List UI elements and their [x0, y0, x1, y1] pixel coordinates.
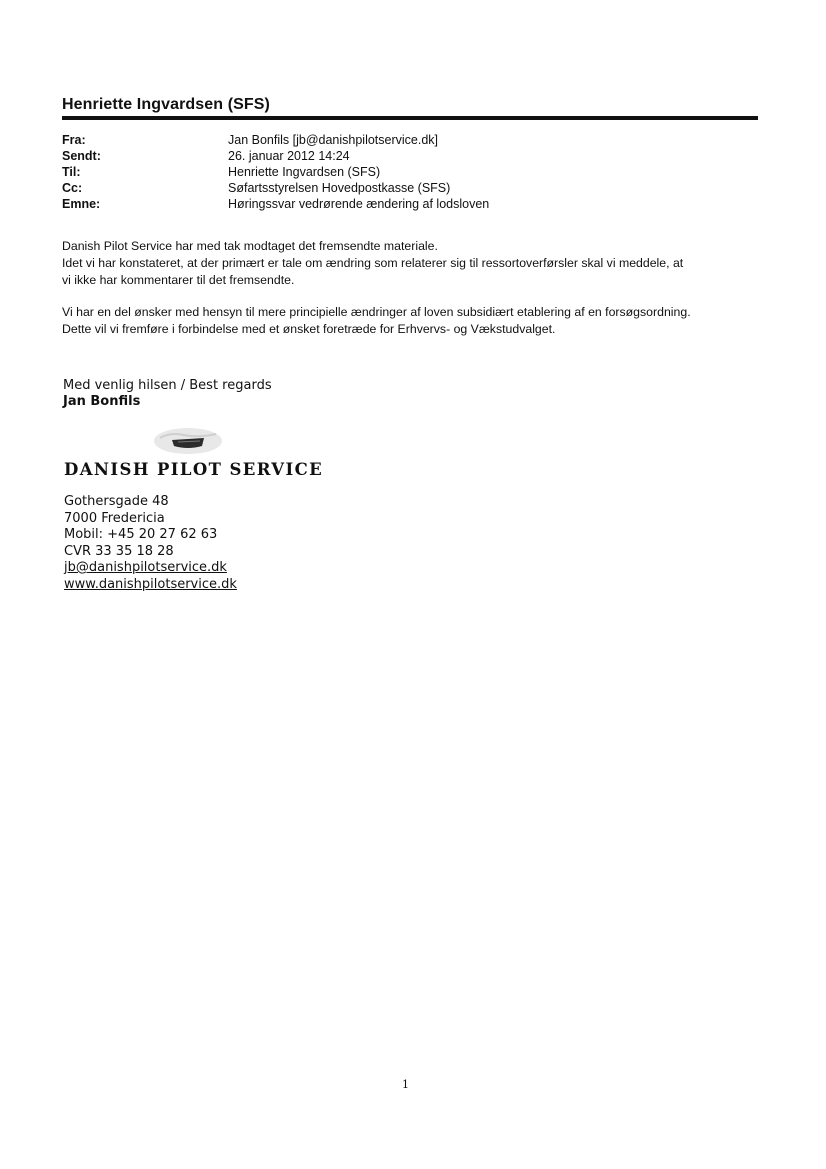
header-label: Emne:: [62, 197, 101, 211]
header-value: Jan Bonfils [jb@danishpilotservice.dk]: [228, 133, 439, 147]
header-label: Fra:: [62, 133, 86, 147]
header-row-subject: [62, 196, 489, 212]
page-number: 1: [402, 1078, 409, 1091]
company-logo-icon: [150, 424, 226, 458]
body-line: vi ikke har kommentarer til det fremsendte.: [62, 273, 295, 287]
header-value: Høringssvar vedrørende ændering af lodsloven: [228, 197, 490, 211]
body-paragraph-2: [62, 304, 762, 338]
website-link[interactable]: www.danishpilotservice.dk: [64, 576, 237, 592]
address-street: Gothersgade 48: [64, 494, 169, 509]
header-label: Cc:: [62, 181, 83, 195]
header-row-cc: [62, 180, 489, 196]
mobile-number: Mobil: +45 20 27 62 63: [64, 527, 218, 542]
address-city: 7000 Fredericia: [64, 510, 165, 526]
cvr-number: CVR 33 35 18 28: [64, 543, 174, 559]
header-value: Henriette Ingvardsen (SFS): [228, 165, 381, 179]
email-link[interactable]: jb@danishpilotservice.dk: [64, 560, 227, 575]
header-value: 26. januar 2012 14:24: [228, 149, 350, 163]
body-line: Vi har en del ønsker med hensyn til mere principielle ændringer af loven subsidiært etablering af en forsøgsordning.: [62, 305, 691, 319]
email-body: [62, 238, 762, 353]
body-line: Dette vil vi fremføre i forbindelse med et ønsket foretræde for Erhvervs- og Vækstudvalget.: [62, 322, 556, 336]
email-title: Henriette Ingvardsen (SFS): [62, 96, 270, 113]
sender-name: Jan Bonfils: [63, 394, 141, 409]
body-paragraph-1: [62, 238, 762, 289]
company-name: DANISH PILOT SERVICE: [64, 460, 324, 479]
header-label: Til:: [62, 165, 81, 179]
email-headers: [62, 132, 489, 212]
signoff: [63, 378, 272, 410]
header-label: Sendt:: [62, 149, 101, 163]
greeting: Med venlig hilsen / Best regards: [63, 378, 272, 393]
body-line: Danish Pilot Service har med tak modtaget det fremsendte materiale.: [62, 239, 438, 253]
header-row-to: [62, 164, 489, 180]
signature-contact: [64, 494, 237, 593]
header-value: Søfartsstyrelsen Hovedpostkasse (SFS): [228, 181, 451, 195]
body-line: Idet vi har konstateret, at der primært er tale om ændring som relaterer sig til ressortoverførsler skal vi meddele, at: [62, 256, 684, 270]
header-row-sent: [62, 148, 489, 164]
title-divider: [62, 116, 758, 120]
header-row-from: [62, 132, 489, 148]
